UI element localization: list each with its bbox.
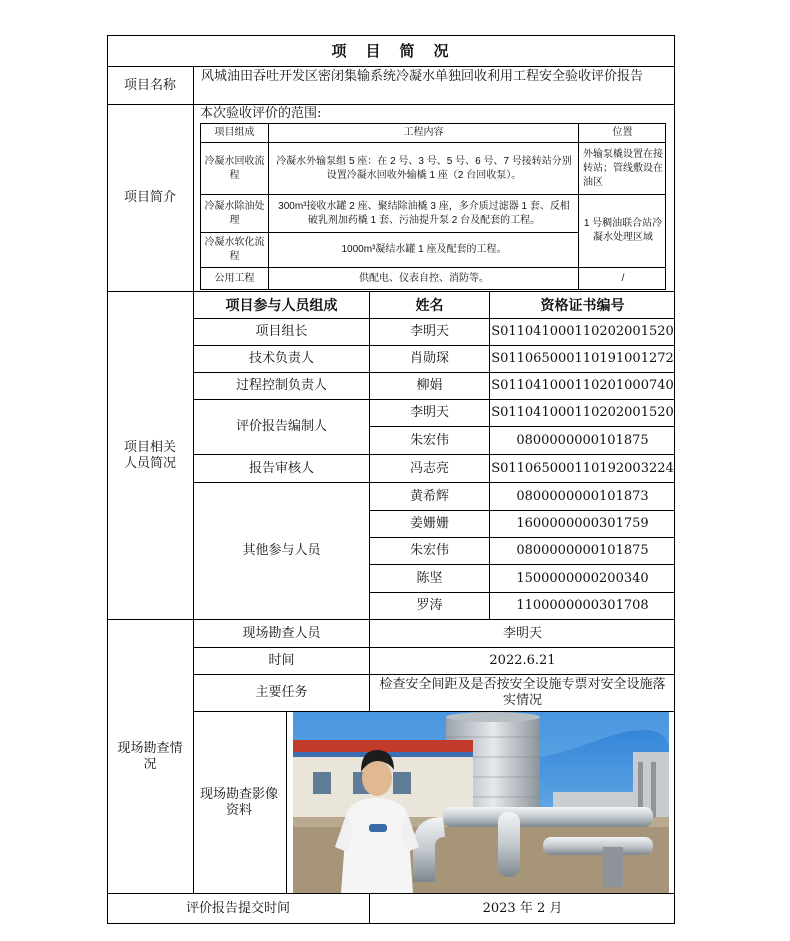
personnel-name: 朱宏伟	[409, 543, 449, 558]
submission-value: 2023 年 2 月	[482, 901, 563, 916]
personnel-name: 肖勋琛	[409, 351, 449, 366]
survey-photo-label: 现场勘查影像资料	[199, 786, 278, 818]
survey-staff-label: 现场勘查人员	[242, 625, 321, 641]
personnel-name: 姜姗姗	[409, 516, 449, 531]
personnel-label: 项目相关人员简况	[123, 439, 176, 471]
submission-label: 评价报告提交时间	[185, 901, 290, 916]
scope-row-component: 冷凝水除油处理	[204, 200, 265, 226]
scope-row-component: 公用工程	[214, 272, 255, 284]
scope-row-location: 外输泵橇设置在接转站；管线敷设在油区	[583, 148, 663, 188]
personnel-role: 其他参与人员	[242, 543, 321, 558]
survey-staff-value: 李明天	[502, 625, 542, 641]
survey-time-label: 时间	[268, 653, 295, 668]
scope-row-component: 冷凝水回收流程	[204, 155, 265, 181]
personnel-role: 项目组长	[255, 324, 308, 339]
survey-task-label: 主要任务	[255, 685, 308, 700]
page-title: 项 目 简 况	[331, 42, 451, 60]
site-photo	[293, 712, 669, 893]
personnel-role: 技术负责人	[248, 351, 314, 366]
personnel-cert: 0800000000101875	[516, 432, 649, 448]
personnel-cert: S011041000110202001520	[491, 324, 674, 339]
scope-header-location: 位置	[612, 127, 633, 138]
survey-task-value: 检查安全间距及是否按安全设施专票对安全设施落实情况	[379, 677, 666, 708]
scope-header-component: 项目组成	[214, 127, 255, 138]
survey-time-value: 2022.6.21	[489, 653, 556, 668]
personnel-name: 李明天	[409, 405, 449, 420]
scope-text: 本次验收评价的范围:	[200, 106, 322, 121]
personnel-header-role: 项目参与人员组成	[225, 297, 338, 313]
scope-row-content: 1000m³凝结水罐 1 座及配套的工程。	[341, 244, 507, 255]
personnel-name: 冯志亮	[409, 460, 449, 476]
scope-row-content: 供配电、仪表自控、消防等。	[359, 272, 489, 284]
scope-row-location: /	[621, 272, 625, 284]
scope-row-content: 冷凝水外输泵组 5 座：在 2 号、3 号、5 号、6 号、7 号接转站分别设置冷凝水回收外输橇 1 座（2 台回收泵）。	[276, 155, 572, 181]
site-survey-label: 现场勘查情况	[117, 740, 183, 772]
personnel-cert: S011065000110191001272	[491, 351, 674, 366]
personnel-role: 过程控制负责人	[235, 378, 327, 393]
personnel-cert: S011041000110202001520	[491, 405, 674, 420]
scope-row-location: 1 号稠油联合站冷凝水处理区域	[583, 218, 663, 243]
personnel-cert: 1100000000301708	[516, 598, 649, 613]
personnel-cert: S011041000110201000740	[491, 378, 674, 393]
project-name-label: 项目名称	[123, 77, 176, 93]
personnel-cert: 0800000000101873	[516, 488, 649, 504]
personnel-cert: 0800000000101875	[516, 543, 649, 558]
project-intro-label: 项目简介	[123, 190, 176, 205]
personnel-cert: 1500000000200340	[516, 570, 649, 586]
personnel-header-name: 姓名	[415, 297, 444, 313]
personnel-name: 李明天	[409, 324, 449, 339]
scope-row-content: 300m³接收水罐 2 座、聚结除油橇 3 座，多介质过滤器 1 套、反相破乳剂加药橇 1 套、污油提升泵 2 台及配套的工程。	[278, 200, 570, 226]
personnel-name: 罗涛	[416, 598, 443, 613]
scope-row-component: 冷凝水软化流程	[204, 237, 265, 262]
personnel-role: 评价报告编制人	[235, 419, 327, 434]
personnel-header-cert: 资格证书编号	[540, 297, 625, 313]
project-name-value: 风城油田吞吐开发区密闭集输系统冷凝水单独回收利用工程安全验收评价报告	[201, 69, 644, 84]
personnel-name: 黄希辉	[409, 488, 449, 504]
personnel-name: 朱宏伟	[409, 432, 449, 448]
personnel-cert: S011065000110192003224	[491, 460, 674, 476]
personnel-role: 报告审核人	[248, 460, 314, 476]
scope-header-content: 工程内容	[403, 127, 444, 138]
personnel-cert: 1600000000301759	[516, 516, 649, 531]
personnel-name: 陈坚	[416, 570, 443, 586]
personnel-name: 柳娟	[416, 378, 443, 393]
